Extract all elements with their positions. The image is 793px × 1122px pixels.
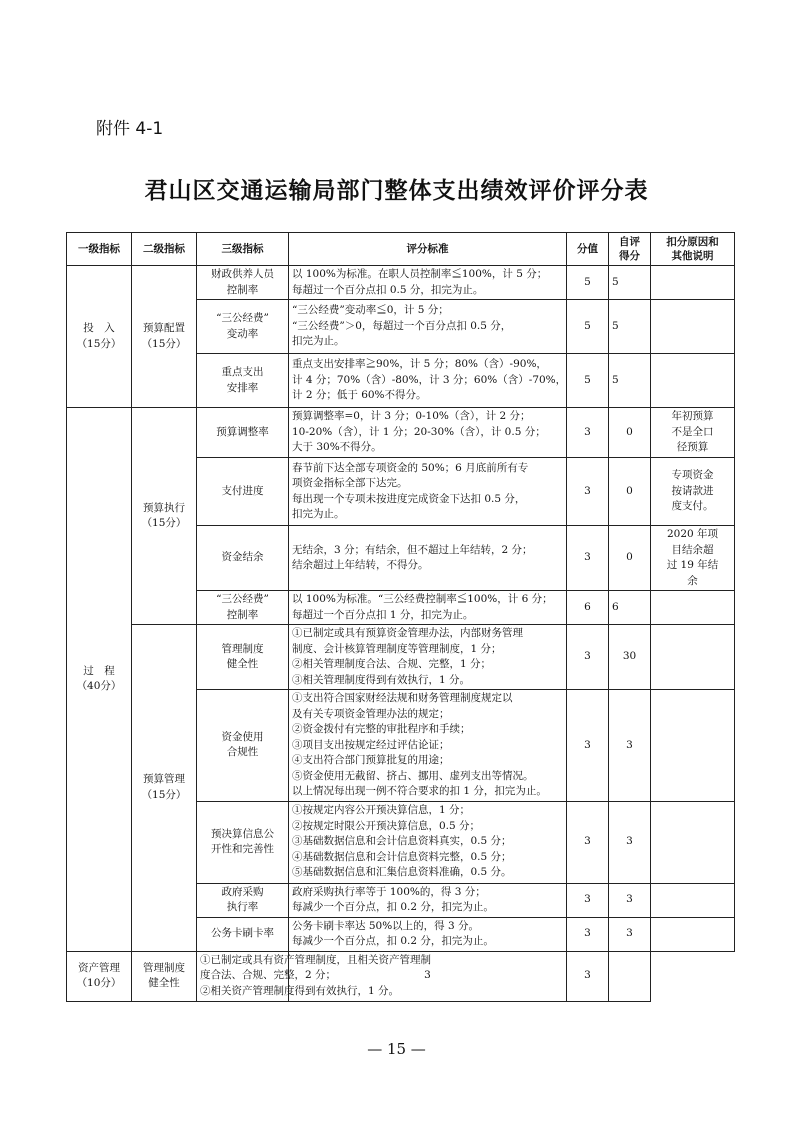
page-title: 君山区交通运输局部门整体支出绩效评价评分表 [144, 178, 649, 204]
level3-indicator: 管理制度 健全性 [197, 625, 289, 690]
deduction-reason [651, 300, 735, 354]
level3-indicator: 支付进度 [197, 458, 289, 526]
header-reason: 扣分原因和 其他说明 [651, 233, 735, 266]
level3-indicator: 预算调整率 [197, 408, 289, 458]
self-score-value: 0 [609, 526, 651, 591]
score-value: 3 [567, 526, 609, 591]
self-score-value: 3 [567, 951, 609, 1001]
scoring-criteria: “三公经费”变动率≦0，计 5 分； “三公经费”＞0，每超过一个百分点扣 0.5 分， 扣完为止。 [289, 300, 567, 354]
level3-indicator: 预决算信息公 开性和完善性 [197, 801, 289, 883]
score-value: 3 [567, 458, 609, 526]
score-table [66, 232, 735, 1002]
level1-process: 过 程 （40分） [67, 408, 132, 952]
self-score-value: 5 [609, 354, 651, 408]
self-score-value: 0 [609, 458, 651, 526]
table-row [67, 266, 735, 300]
scoring-criteria: 春节前下达全部专项资金的 50%；6 月底前所有专 项资金指标全部下达完。 每出现一个专项未按进度完成资金下达扣 0.5 分， 扣完为止。 [289, 458, 567, 526]
table-row [67, 408, 735, 458]
scoring-criteria: ①支出符合国家财经法规和财务管理制度规定以 及有关专项资金管理办法的规定； ②资金拨付有完整的审批程序和手续； ③项目支出按规定经过评估论证； ④支出符合部门预算批复的用途； ⑤资金使用无截留、挤占、挪用、虚列支出等情况。 以上情况每出现一例不符合要求的扣 1 分，扣完为止。 [289, 690, 567, 802]
deduction-reason [651, 266, 735, 300]
scoring-criteria: 预算调整率=0，计 3 分；0-10%（含），计 2 分； 10-20%（含），计 1 分；20-30%（含），计 0.5 分； 大于 30%不得分。 [289, 408, 567, 458]
level3-indicator: 财政供养人员 控制率 [197, 266, 289, 300]
scoring-criteria: 无结余，3 分；有结余，但不超过上年结转，2 分； 结余超过上年结转，不得分。 [289, 526, 567, 591]
table-row [67, 625, 735, 690]
self-score-value: 5 [609, 266, 651, 300]
table-header-row [67, 233, 735, 266]
header-level2: 二级指标 [132, 233, 197, 266]
self-score-value: 0 [609, 408, 651, 458]
deduction-reason [651, 801, 735, 883]
level2-budget-config: 预算配置 （15分） [132, 266, 197, 408]
self-score-value: 3 [609, 883, 651, 917]
level2-asset-management: 资产管理 （10分） [67, 951, 132, 1001]
deduction-reason [609, 951, 651, 1001]
deduction-reason [651, 883, 735, 917]
scoring-criteria: ①按规定内容公开预决算信息，1 分； ②按规定时限公开预决算信息，0.5 分； ③基础数据信息和会计信息资料真实，0.5 分； ④基础数据信息和会计信息资料完整，0.5 分； ⑤基础数据信息和汇集信息资料准确，0.5 分。 [289, 801, 567, 883]
level3-indicator: 重点支出 安排率 [197, 354, 289, 408]
scoring-criteria: 政府采购执行率等于 100%的，得 3 分； 每减少一个百分点，扣 0.2 分，扣完为止。 [289, 883, 567, 917]
level3-indicator: “三公经费” 控制率 [197, 591, 289, 625]
deduction-reason: 专项资金 按请款进 度支付。 [651, 458, 735, 526]
deduction-reason [651, 591, 735, 625]
score-value: 6 [567, 591, 609, 625]
score-value: 5 [567, 266, 609, 300]
header-level1: 一级指标 [67, 233, 132, 266]
deduction-reason [651, 917, 735, 951]
level3-indicator: 管理制度 健全性 [132, 951, 197, 1001]
self-score-value: 30 [609, 625, 651, 690]
score-value: 3 [567, 883, 609, 917]
score-value: 3 [567, 690, 609, 802]
level3-indicator: 政府采购 执行率 [197, 883, 289, 917]
self-score-value: 5 [609, 300, 651, 354]
page-number: — 15 — [367, 1040, 426, 1058]
deduction-reason [651, 625, 735, 690]
level2-budget-execution: 预算执行 （15分） [132, 408, 197, 625]
level1-input: 投 入 （15分） [67, 266, 132, 408]
score-value: 3 [567, 917, 609, 951]
level3-indicator: 资金使用 合规性 [197, 690, 289, 802]
header-criteria: 评分标准 [289, 233, 567, 266]
self-score-value: 3 [609, 690, 651, 802]
self-score-value: 3 [609, 801, 651, 883]
level2-budget-management: 预算管理 （15分） [132, 625, 197, 952]
score-value: 3 [567, 801, 609, 883]
deduction-reason [651, 354, 735, 408]
deduction-reason [651, 690, 735, 802]
score-value: 3 [567, 408, 609, 458]
header-score: 分值 [567, 233, 609, 266]
header-level3: 三级指标 [197, 233, 289, 266]
level3-indicator: “三公经费” 变动率 [197, 300, 289, 354]
score-value: 5 [567, 354, 609, 408]
score-value: 5 [567, 300, 609, 354]
scoring-criteria: ①已制定或具有资产管理制度，且相关资产管理制 度合法、合规、完整，2 分； ②相关资产管理制度得到有效执行，1 分。 [197, 951, 289, 1001]
score-value: 3 [567, 625, 609, 690]
table-row [67, 951, 735, 1001]
level3-indicator: 公务卡刷卡率 [197, 917, 289, 951]
self-score-value: 3 [609, 917, 651, 951]
level3-indicator: 资金结余 [197, 526, 289, 591]
scoring-criteria: ①已制定或具有预算资金管理办法，内部财务管理 制度、会计核算管理制度等管理制度，1 分； ②相关管理制度合法、合规、完整，1 分； ③相关管理制度得到有效执行，1 分。 [289, 625, 567, 690]
deduction-reason: 年初预算 不是全口 径预算 [651, 408, 735, 458]
header-self-score: 自评 得分 [609, 233, 651, 266]
scoring-criteria: 重点支出安排率≧90%，计 5 分；80%（含）-90%， 计 4 分；70%（含）-80%，计 3 分；60%（含）-70%， 计 2 分；低于 60%不得分。 [289, 354, 567, 408]
scoring-criteria: 以 100%为标准。在职人员控制率≦100%，计 5 分； 每超过一个百分点扣 0.5 分，扣完为止。 [289, 266, 567, 300]
score-value: 3 [289, 951, 567, 1001]
self-score-value: 6 [609, 591, 651, 625]
scoring-criteria: 以 100%为标准。“三公经费控制率≦100%，计 6 分； 每超过一个百分点扣 1 分，扣完为止。 [289, 591, 567, 625]
deduction-reason: 2020 年项 目结余超 过 19 年结 余 [651, 526, 735, 591]
attachment-label: 附件 4-1 [96, 119, 164, 139]
scoring-criteria: 公务卡刷卡率达 50%以上的，得 3 分。 每减少一个百分点，扣 0.2 分，扣完为止。 [289, 917, 567, 951]
